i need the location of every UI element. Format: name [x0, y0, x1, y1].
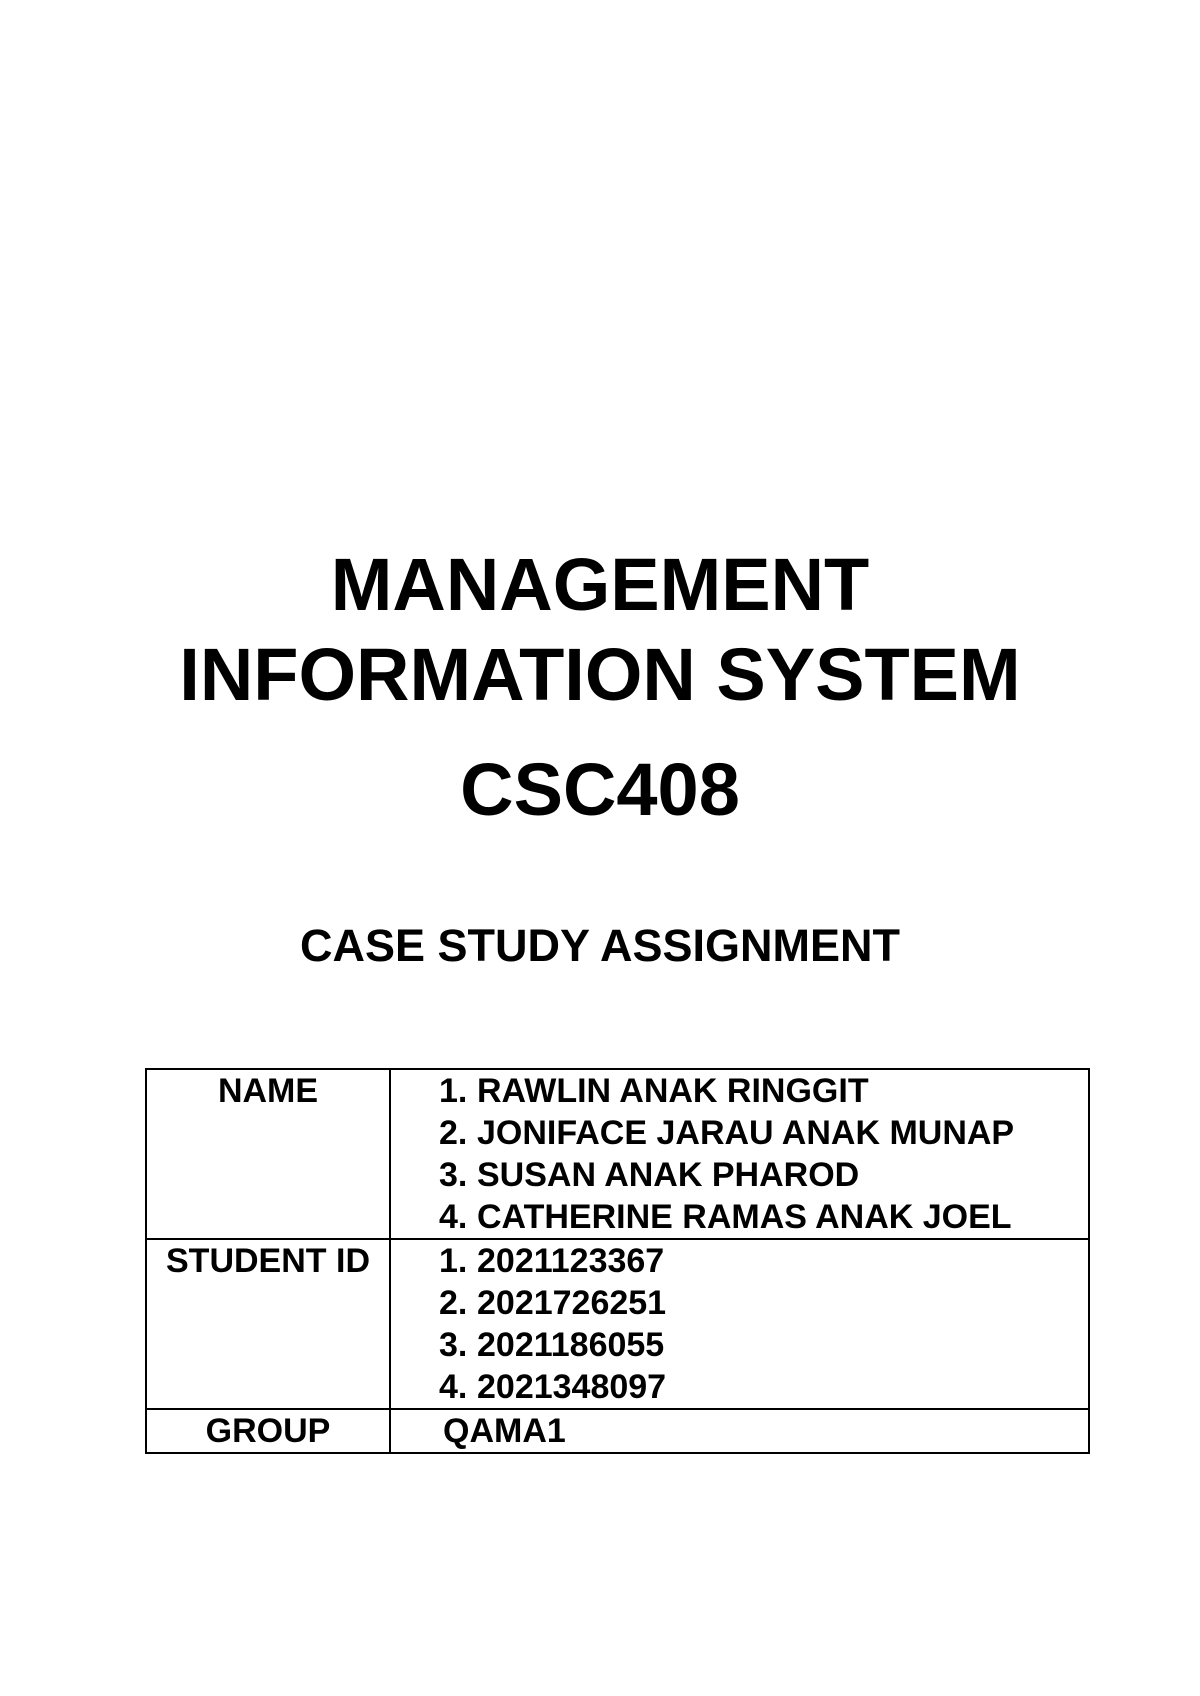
assignment-subtitle: CASE STUDY ASSIGNMENT [299, 920, 901, 971]
student-id: 2021123367 [477, 1242, 665, 1280]
course-code: CSC408 [460, 748, 740, 831]
list-item: 4. CATHERINE RAMAS ANAK JOEL [439, 1198, 1012, 1236]
student-name: JONIFACE JARAU ANAK MUNAP [477, 1114, 1015, 1152]
student-id: 2021348097 [477, 1368, 667, 1406]
student-id-row [146, 1239, 1089, 1409]
name-row [146, 1069, 1089, 1239]
title-line-2: INFORMATION SYSTEM [179, 633, 1021, 716]
student-ids-list [391, 1240, 1088, 1408]
list-item: 1. 2021123367 [439, 1242, 665, 1280]
list-item: 3. 2021186055 [439, 1326, 665, 1364]
student-name: SUSAN ANAK PHAROD [477, 1156, 860, 1194]
student-ids-cell [390, 1239, 1089, 1409]
student-name: RAWLIN ANAK RINGGIT [477, 1072, 869, 1110]
student-id: 2021186055 [477, 1326, 665, 1364]
group-label: GROUP [146, 1409, 390, 1453]
list-item: 4. 2021348097 [439, 1368, 667, 1406]
title-line-1: MANAGEMENT [330, 543, 870, 626]
student-info-table [145, 1068, 1090, 1454]
names-cell [390, 1069, 1089, 1239]
list-item: 3. SUSAN ANAK PHAROD [439, 1156, 860, 1194]
list-item: 2. 2021726251 [439, 1284, 667, 1322]
list-item: 2. JONIFACE JARAU ANAK MUNAP [439, 1114, 1015, 1152]
group-value: QAMA1 [443, 1412, 566, 1450]
student-id: 2021726251 [477, 1284, 667, 1322]
names-list [391, 1070, 1088, 1238]
name-label: NAME [146, 1069, 390, 1239]
group-row [146, 1409, 1089, 1453]
list-item: 1. RAWLIN ANAK RINGGIT [439, 1072, 869, 1110]
group-cell [390, 1409, 1089, 1453]
title-block [0, 540, 1200, 835]
student-id-label: STUDENT ID [146, 1239, 390, 1409]
student-name: CATHERINE RAMAS ANAK JOEL [477, 1198, 1012, 1236]
